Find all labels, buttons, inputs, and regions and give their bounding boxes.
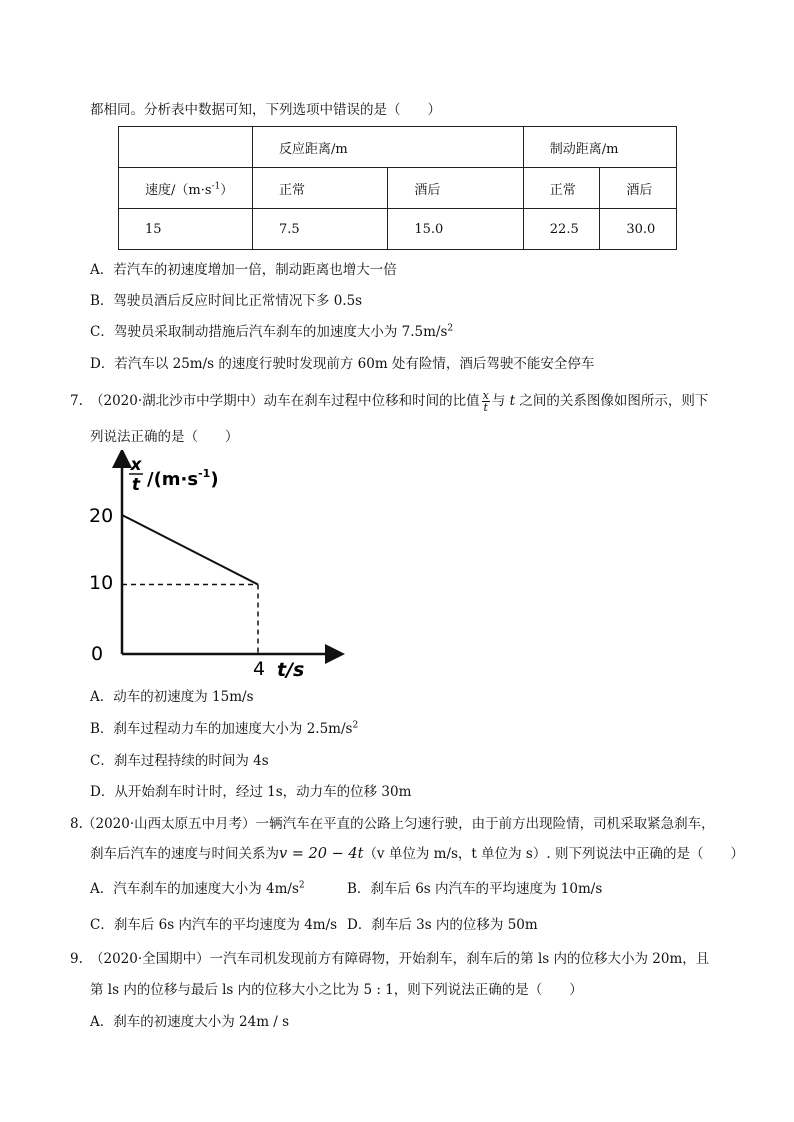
table-cell-empty <box>119 127 253 168</box>
q8-stem-line1: （2020·山西太原五中月考）一辆汽车在平直的公路上匀速行驶，由于前方出现险情，司机采取紧急刹车， <box>82 816 715 832</box>
tick-y-20: 20 <box>89 505 114 527</box>
q9-stem-line2: 第 ls 内的位移与最后 ls 内的位移大小之比为 5 : 1，则下列说法正确的是（ ） <box>90 982 583 998</box>
table-braking-normal: 正常 <box>523 168 600 209</box>
table-cell: 15.0 <box>388 209 523 250</box>
table-cell: 7.5 <box>253 209 388 250</box>
q7-option-b: B．刹车过程动力车的加速度大小为 $2.5m/s^2$ <box>90 720 359 737</box>
q6-intro: 都相同。分析表中数据可知，下列选项中错误的是（ ） <box>90 102 441 118</box>
table-cell: 15 <box>119 209 253 250</box>
q6-option-d: D．若汽车以 25m/s 的速度行驶时发现前方 60m 处有险情，酒后驾驶不能安全停车 <box>90 356 595 372</box>
q7-stem-line2: 列说法正确的是（ ） <box>90 429 239 445</box>
fraction-x-over-t: $\frac{x}{t}$ <box>482 389 489 414</box>
q7-stem: （2020·湖北沙市中学期中）动车在刹车过程中位移和时间的比值 $\frac{x}{t}$ 与 t 之间的关系图像如图所示，则下 <box>90 389 709 414</box>
tick-x-4: 4 <box>253 658 266 680</box>
q8-number: 8. <box>70 816 83 832</box>
q8-option-d: D．刹车后 3s 内的位移为 50m <box>347 917 538 933</box>
tick-y-10: 10 <box>89 572 114 594</box>
q6-option-c: C．驾驶员采取制动措施后汽车刹车的加速度大小为 $7.5m/s^2$ <box>90 323 454 340</box>
q8-option-a: A．汽车刹车的加速度大小为 $4m/s^2$ <box>90 880 305 897</box>
q7-option-a: A．动车的初速度为 15m/s <box>90 689 254 705</box>
table-row <box>119 209 677 250</box>
q7-number: 7. <box>70 393 83 409</box>
q7-option-d: D．从开始刹车时计时，经过 1s，动力车的位移 30m <box>90 784 412 800</box>
q8-option-b: B．刹车后 6s 内汽车的平均速度为 10m/s <box>347 881 603 897</box>
table-cell: 30.0 <box>600 209 677 250</box>
table-header-reaction: 反应距离/m <box>253 127 524 168</box>
q8-option-c: C．刹车后 6s 内汽车的平均速度为 4m/s <box>90 917 338 933</box>
q9-number: 9. <box>70 951 83 967</box>
table-reaction-drunk: 酒后 <box>388 168 523 209</box>
table-speed-label: 速度$/(m\cdot s^{-1})$ <box>119 168 253 209</box>
y-label-den: t <box>131 475 141 495</box>
y-label-num: x <box>130 455 142 475</box>
q6-option-b: B．驾驶员酒后反应时间比正常情况下多 0.5s <box>90 293 363 309</box>
data-table <box>118 126 677 250</box>
tick-y-0: 0 <box>91 643 104 665</box>
data-series-line <box>122 515 258 585</box>
q9-stem-line1: （2020·全国期中）一汽车司机发现前方有障碍物，开始刹车，刹车后的第 ls 内的位移大小为 20m，且 <box>90 951 710 967</box>
table-braking-drunk: 酒后 <box>600 168 677 209</box>
q7-option-c: C．刹车过程持续的时间为 4s <box>90 753 269 769</box>
xt-vs-t-graph <box>85 450 345 686</box>
x-label: t/s <box>277 659 305 681</box>
q9-option-a: A．刹车的初速度大小为 24m / s <box>90 1014 290 1030</box>
q6-option-a: A．若汽车的初速度增加一倍，制动距离也增大一倍 <box>90 262 397 278</box>
table-reaction-normal: 正常 <box>253 168 388 209</box>
table-cell: 22.5 <box>523 209 600 250</box>
q8-stem-line2: 刹车后汽车的速度与时间关系为v = 20 − 4t（v 单位为 m/s，t 单位为 s）. 则下列说法中正确的是（ ） <box>90 846 744 862</box>
y-unit: $/(m\cdot s^{-1})$ <box>147 467 219 490</box>
table-header-braking: 制动距离/m <box>523 127 676 168</box>
